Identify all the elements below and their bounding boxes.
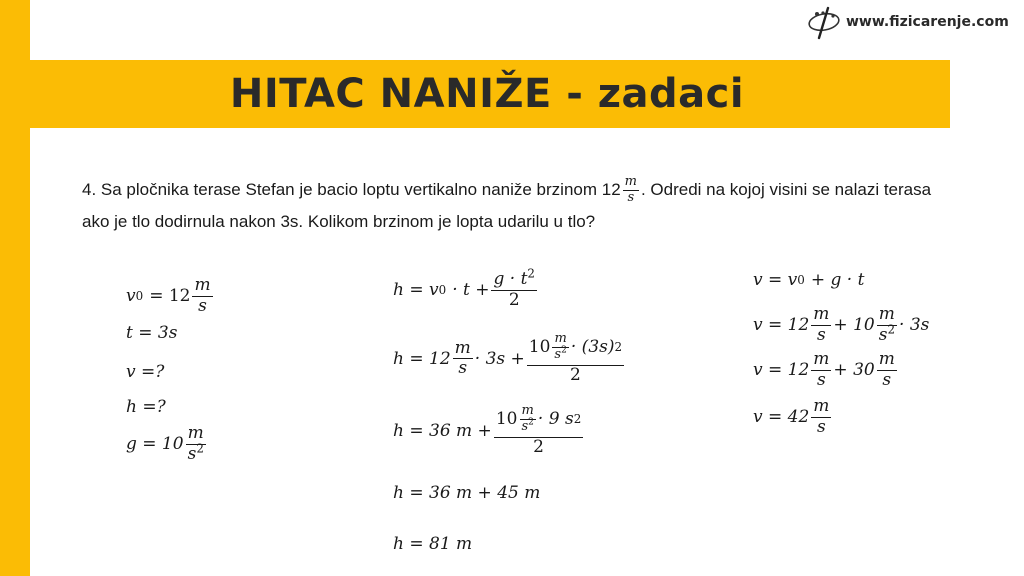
velocity-l4-num: m (813, 396, 830, 416)
height-l2-inner-unit (552, 332, 568, 363)
height-l1-num-wrap (491, 266, 537, 291)
height-line-3 (393, 404, 585, 457)
given-g-lhs: g = 10 (126, 434, 184, 455)
velocity-l3-den1: s (816, 369, 826, 390)
given-h-text: h =? (126, 397, 166, 417)
height-line-4 (393, 483, 540, 503)
speed-unit-fraction (623, 175, 639, 206)
height-l2-num-wrap: 10 $\frac{m}{s^2}$ · (3s) 2 (527, 332, 624, 366)
height-l3-den: 2 (533, 436, 544, 457)
velocity-l2-b: + 10 (833, 315, 875, 336)
velocity-l3-unit2 (877, 350, 897, 390)
velocity-l4-unit (811, 397, 831, 437)
height-l3-inner-den-wrap (519, 417, 535, 435)
given-g-unit (186, 424, 206, 464)
height-l1-num: g · t (493, 269, 528, 289)
height-l3-num-a: 10 (495, 408, 518, 429)
height-l2-unit-num: m (454, 337, 471, 358)
height-l3-num-b: · 9 s (537, 408, 574, 429)
given-g-unit-num: m (187, 423, 204, 443)
height-l4-text: h = 36 m + 45 m (393, 483, 541, 503)
velocity-l2-num2: m (878, 304, 895, 324)
velocity-l3-b: + 30 (833, 360, 875, 381)
height-l1-num-exp: 2 (527, 266, 535, 281)
given-v0-rhs: = 12 (149, 286, 191, 307)
site-logo[interactable] (806, 4, 1009, 40)
given-g-unit-exp: 2 (196, 440, 204, 455)
height-l1-b: · t + (452, 280, 490, 301)
atom-pen-logo-icon (806, 4, 842, 40)
problem-part1: 4. Sa pločnika terase Stefan je bacio loptu vertikalno naniže brzinom 12 (82, 180, 621, 199)
height-l3-num-wrap: 10 $\frac{m}{s^2}$ · 9 s 2 (494, 404, 583, 438)
velocity-l2-c: · 3s (899, 315, 930, 336)
velocity-l2-a: v = 12 (753, 315, 810, 336)
velocity-l2-unit2 (877, 305, 897, 345)
velocity-l3-num2: m (878, 349, 895, 369)
velocity-l2-den1: s (816, 324, 826, 345)
height-l2-inner-exp: 2 (561, 345, 567, 356)
velocity-l2-exp2: 2 (887, 321, 896, 336)
height-line-2 (393, 332, 626, 385)
height-l2-a: h = 12 (393, 348, 451, 369)
given-v0: v 0 = 12 $\frac{m}{s}$ (126, 275, 211, 316)
problem-part2: . Odredi na kojoj visini se nalazi terasa ako je tlo dodirnula nakon 3s. Kolikom brzinom je lopta udarilu u tlo? (82, 180, 932, 231)
height-l3-inner-exp: 2 (528, 417, 534, 428)
given-v-text: v =? (126, 362, 165, 382)
velocity-l4-a: v = 42 (753, 407, 810, 428)
given-v0-unit-den: s (198, 295, 207, 316)
height-l2-inner-den-wrap (552, 345, 568, 363)
height-l3-inner-den: s (521, 418, 529, 434)
velocity-l3-den2: s (882, 369, 892, 390)
height-l2-den: 2 (570, 364, 581, 385)
speed-unit-den: s (627, 190, 635, 206)
velocity-line-2 (753, 305, 929, 345)
height-l2-num-a: 10 (528, 336, 551, 357)
velocity-line-1: v = v 0 + g · t (753, 270, 865, 290)
velocity-l2-den2: s (878, 324, 888, 345)
height-l2-unit (453, 339, 473, 379)
height-l5-text: h = 81 m (393, 534, 473, 554)
website-url: www.fizicarenje.com (846, 14, 1009, 30)
problem-text (82, 174, 962, 237)
height-l1-den: 2 (508, 289, 520, 310)
height-l1-fraction (491, 266, 537, 310)
velocity-l2-unit1 (811, 305, 831, 345)
velocity-l1-a: v = v (753, 270, 798, 290)
velocity-l2-num1: m (813, 304, 830, 324)
given-t-text: t = 3s (126, 323, 178, 343)
velocity-line-4 (753, 397, 833, 437)
height-l3-inner-num: m (521, 403, 534, 418)
height-l3-a: h = 36 m + (393, 420, 492, 441)
velocity-l2-den2-wrap (877, 321, 897, 346)
height-l1-a: h = v (393, 280, 439, 301)
given-h (126, 397, 166, 417)
height-l2-unit-den: s (458, 358, 468, 379)
given-v0-unit-num: m (194, 275, 211, 295)
given-v (126, 362, 164, 382)
velocity-l1-b: + g · t (810, 270, 865, 290)
height-l2-num-b: · (3s) (570, 336, 615, 357)
height-l3-fraction (494, 404, 583, 457)
given-g-unit-den-wrap (186, 440, 206, 465)
given-v0-lhs: v (126, 286, 136, 307)
height-l3-inner-unit (519, 404, 535, 435)
title-band (24, 60, 950, 128)
velocity-line-3 (753, 350, 899, 390)
velocity-l3-unit1 (811, 350, 831, 390)
height-line-1: h = v 0 · t + $\frac{g \cdot t^2}{2}$ (393, 266, 535, 310)
height-l2-b: · 3s + (474, 348, 525, 369)
speed-unit-num: m (624, 174, 637, 190)
height-l2-fraction (527, 332, 624, 385)
given-g-unit-den: s (187, 443, 197, 464)
height-l2-inner-den: s (554, 346, 562, 362)
velocity-l3-a: v = 12 (753, 360, 810, 381)
given-v0-unit (192, 276, 212, 316)
given-g (126, 424, 208, 464)
page-title: HITAC NANIŽE - zadaci (229, 71, 745, 117)
height-l2-inner-num: m (554, 331, 567, 346)
height-line-5 (393, 534, 472, 554)
given-t (126, 323, 177, 343)
velocity-l4-den: s (816, 416, 826, 437)
velocity-l3-num1: m (813, 349, 830, 369)
